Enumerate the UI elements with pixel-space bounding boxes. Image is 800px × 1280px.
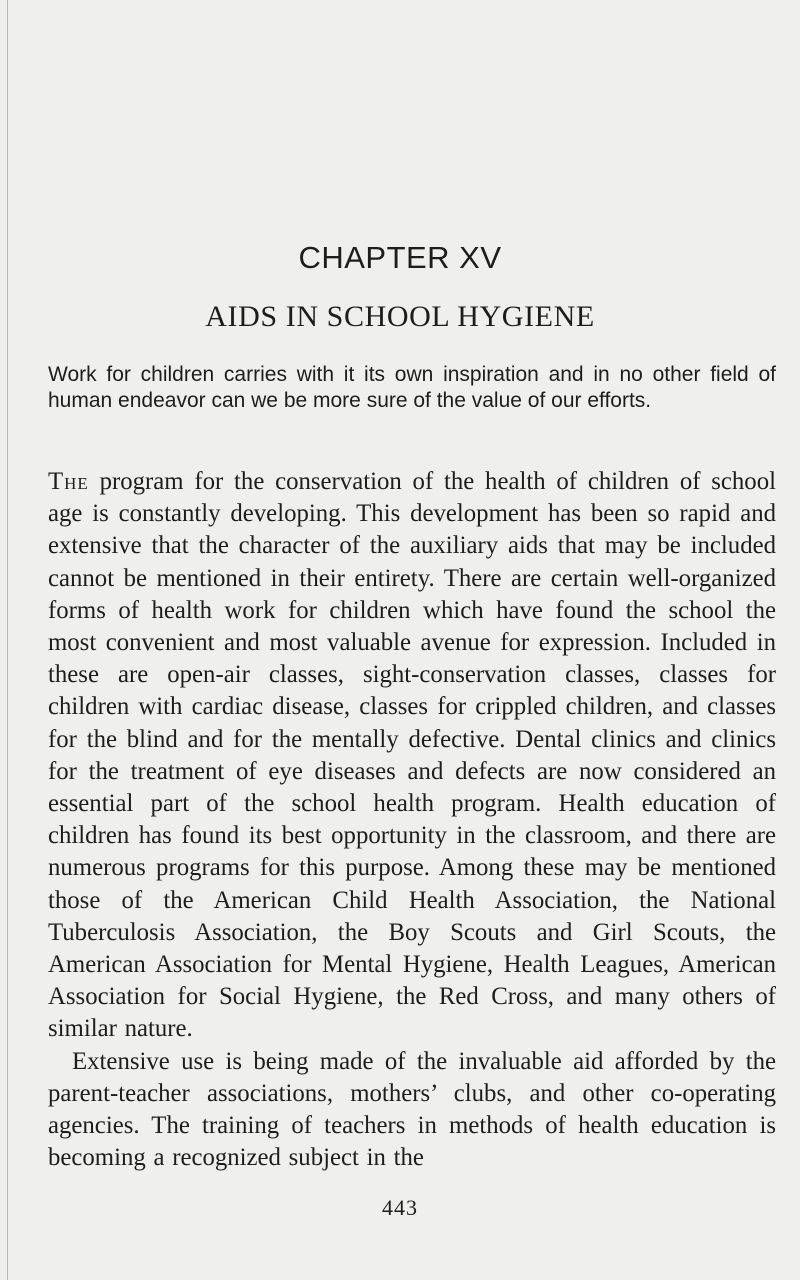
page-edge-line bbox=[7, 0, 8, 1280]
paragraph-1-lead: The bbox=[48, 468, 89, 495]
paragraph-1-text: program for the conservation of the health of children of school age is constantly developing. This development has been so rapid and extensive that the character of the auxiliary aids that may be included cannot be mentioned in their entirety. There are certain well-organized forms of health work for children which have found the school the most convenient and most valuable avenue for expression. Included in these are open-air classes, sight-conservation classes, classes for children with cardiac disease, classes for crippled children, and classes for the blind and for the mentally defective. Dental clinics and clinics for the treatment of eye diseases and defects are now considered an essential part of the school health program. Health education of children has found its best opportunity in the classroom, and there are numerous programs for this purpose. Among these may be mentioned those of the American Child Health Association, the National Tuberculosis Association, the Boy Scouts and Girl Scouts, the American Association for Mental Hygiene, Health Leagues, American Association for Social Hygiene, the Red Cross, and many others of similar nature. bbox=[48, 468, 776, 1043]
chapter-number: CHAPTER XV bbox=[298, 240, 502, 275]
paragraph-2: Extensive use is being made of the invaluable aid afforded by the parent-teacher associations, mothers’ clubs, and other co-operating agencies. The training of teachers in methods of health education is becoming a recognized subject in the bbox=[48, 1047, 776, 1172]
paragraph-1 bbox=[48, 466, 776, 1046]
body-text bbox=[48, 466, 776, 1174]
chapter-title: AIDS IN SCHOOL HYGIENE bbox=[205, 300, 595, 333]
epigraph: Work for children carries with it its own inspiration and in no other field of human endeavor can we be more sure of the value of our efforts. bbox=[48, 363, 776, 412]
page-number: 443 bbox=[382, 1195, 418, 1220]
